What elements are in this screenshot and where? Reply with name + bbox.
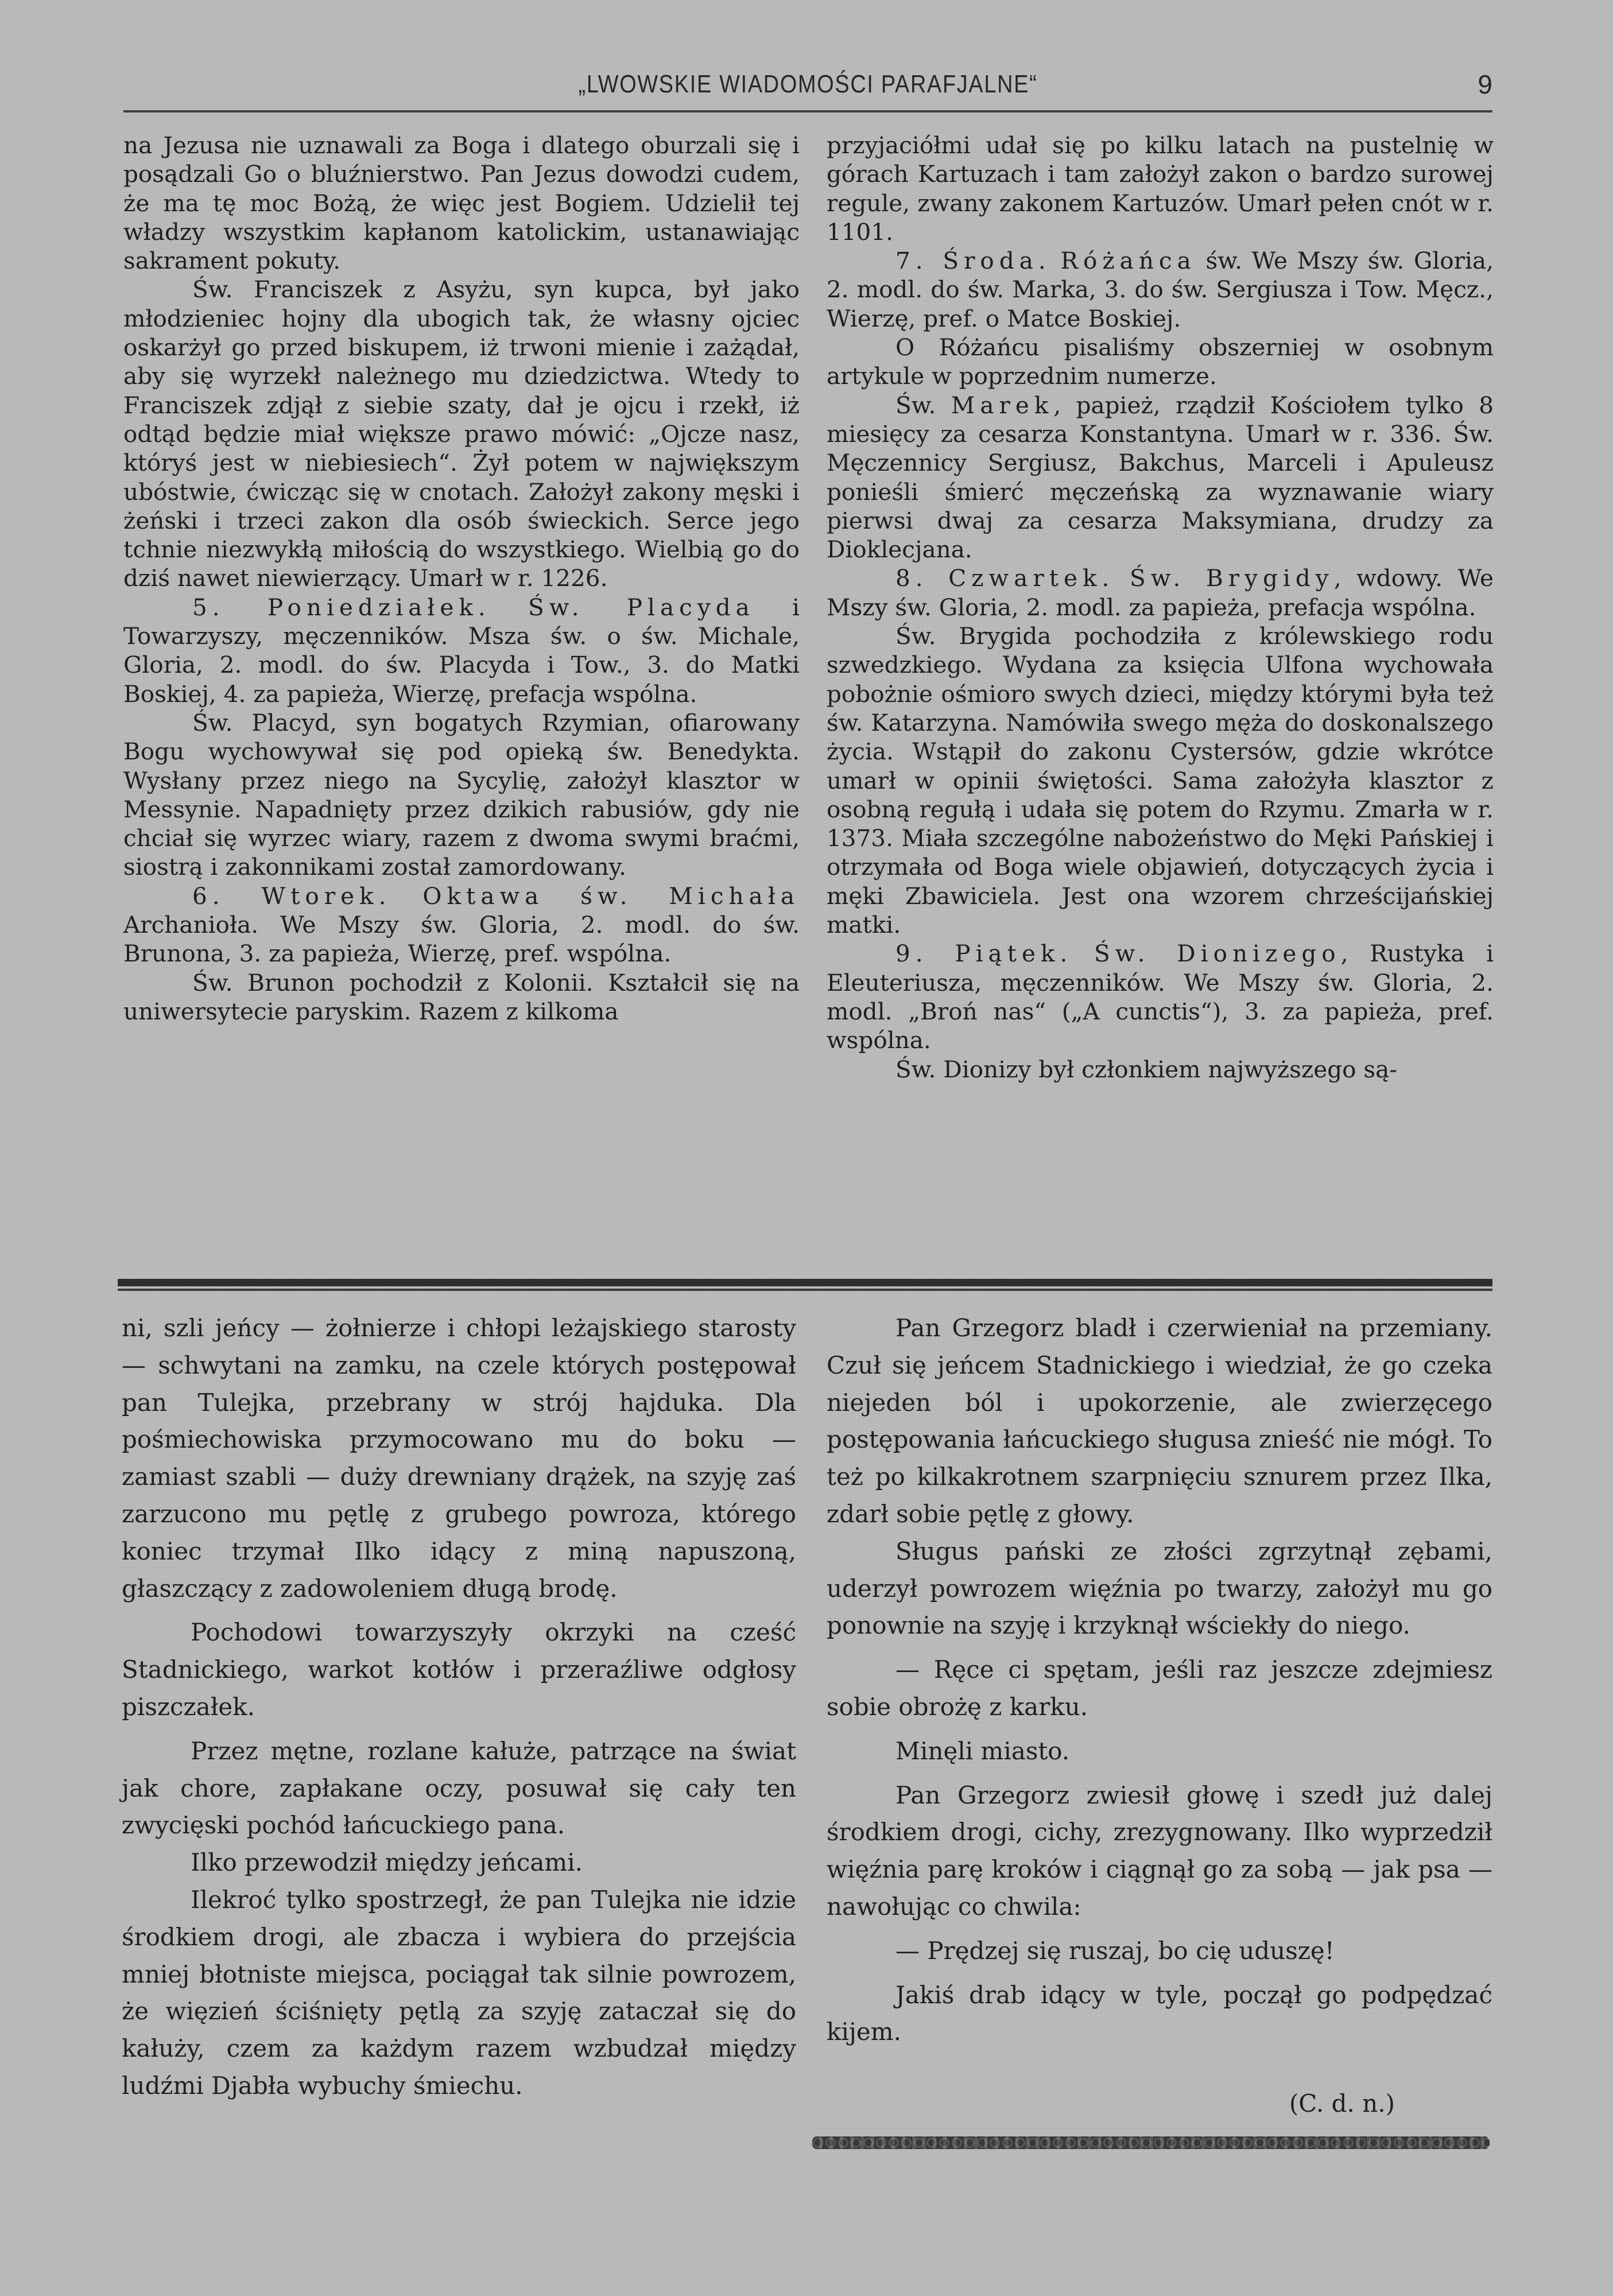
day-heading: 6. Wtorek.: [192, 882, 391, 910]
paragraph: ni, szli jeńcy — żołnierze i chłopi leżajskiego starosty — schwytani na zamku, na czele których postępował pan Tulejka, przebrany w strój hajduka. Dla pośmiechowiska przymocowano mu do boku — zamiast szabli — duży drewniany drążek, na szyję zaś zarzucono mu pętlę z grubego powroza, którego koniec trzymał Ilko idący z miną napuszoną, głaszczący z zadowoleniem długą brodę.: [122, 1314, 796, 1603]
feast-name: Różańca: [1060, 247, 1196, 275]
paragraph: przyjaciółmi udał się po kilku latach na pustelnię w górach Kartuzach i tam założył zakon o bardzo surowej regule, zwany zakonem Kartuzów. Umarł pełen cnót w r. 1101.: [827, 131, 1494, 246]
calendar-column-right: [827, 131, 1494, 1084]
feast-name: Marek: [951, 391, 1054, 419]
paragraph: Minęli miasto.: [895, 1736, 1070, 1765]
calendar-column-left: [123, 131, 800, 1026]
header-rule: [123, 110, 1492, 113]
story-column-right: [827, 1310, 1492, 2123]
feast-name: Oktawa św. Michała: [422, 882, 800, 910]
paragraph: Pan Grzegorz bladł i czerwieniał na przemiany. Czuł się jeńcem Stadnickiego i wiedział, że go czeka niejeden ból i upokorzenie, ale zwierzęcego postępowania łańcuckiego sługusa znieść nie mógł. To też po kilkakrotnem szarpnięciu sznurem przez Ilka, zdarł sobie pętlę z głowy.: [827, 1314, 1492, 1528]
day-heading: 9. Piątek.: [895, 940, 1073, 968]
entry-text: , wdowy. We Mszy św. Gloria, 2. modl. za papieża, prefacja wspólna.: [827, 564, 1494, 621]
paragraph: Ilekroć tylko spostrzegł, że pan Tulejka nie idzie środkiem drogi, ale zbacza i wybiera do przejścia mniej błotniste miejsca, pociągał tak silnie powrozem, że więzień ściśnięty pętlą za szyję zataczał się do kałuży, czem za każdym razem wzbudzał między ludźmi Djabła wybuchy śmiechu.: [122, 1885, 796, 2100]
story-column-left: [122, 1310, 796, 2105]
publication-title: „LWOWSKIE WIADOMOŚCI PARAFJALNE“: [578, 70, 1038, 98]
paragraph: Św. Placyd, syn bogatych Rzymian, ofiarowany Bogu wychowywał się pod opieką św. Benedykta. Wysłany przez niego na Sycylię, założył klasztor w Messynie. Napadnięty przez dzikich rabusiów, gdy nie chciał się wyrzec wiary, razem z dwoma swymi braćmi, siostrą i zakonnikami został zamordowany.: [123, 708, 800, 881]
paragraph: Św. Brygida pochodziła z królewskiego rodu szwedzkiego. Wydana za księcia Ulfona wychowała pobożnie ośmioro swych dzieci, między którymi była też św. Katarzyna. Namówiła swego męża do doskonalszego życia. Wstąpił do zakonu Cystersów, gdzie wkrótce umarł w opinii świętości. Sama założyła klasztor z osobną regułą i udała się potem do Rzymu. Zmarła w r. 1373. Miała szczególne nabożeństwo do Męki Pańskiej i otrzymała od Boga wiele objawień, dotyczących życia i męki Zbawiciela. Jest ona wzorem chrześcijańskiej matki.: [827, 622, 1494, 939]
entry-text: Archanioła. We Mszy św. Gloria, 2. modl. do św. Brunona, 3. za papieża, Wierzę, pref. wspólna.: [123, 911, 800, 968]
ornamental-rule: [812, 2136, 1490, 2149]
entry-text: św. We Mszy św. Gloria, 2. modl. do św. Marka, 3. do św. Sergiusza i Tow. Męcz., Wierzę, pref. o Matce Boskiej.: [827, 247, 1494, 332]
feast-name: Św. Placyda: [528, 593, 755, 621]
calendar-entry-day-5: [123, 593, 800, 708]
paragraph: na Jezusa nie uznawali za Boga i dlatego oburzali się i posądzali Go o bluźnierstwo. Pan Jezus dowodzi cudem, że ma tę moc Bożą, że więc jest Bogiem. Udzielił tej władzy wszystkim kapłanom katolickim, ustanawiając sakrament pokuty.: [123, 131, 800, 275]
paragraph: Ilko przewodził między jeńcami.: [191, 1848, 583, 1877]
paragraph: Św. Dionizy był członkiem najwyższego są-: [895, 1055, 1398, 1083]
entry-text: , papież, rządził Kościołem tylko 8 miesięcy za cesarza Konstantyna. Umarł w r. 336. Św. Męczennicy Sergiusz, Bakchus, Marceli i Apuleusz ponieśli śmierć męczeńską za wyznawanie wiary pierwsi dwaj za cesarza Maksymiana, drudzy za Dioklecjana.: [827, 391, 1494, 564]
calendar-entry-day-9: [827, 939, 1494, 1054]
day-heading: 8. Czwartek.: [895, 564, 1115, 592]
calendar-entry-day-7: [827, 246, 1494, 333]
feast-name: Św. Dionizego: [1094, 940, 1341, 968]
paragraph: Przez mętne, rozlane kałuże, patrzące na świat jak chore, zapłakane oczy, posuwał się cały ten zwycięski pochód łańcuckiego pana.: [122, 1736, 796, 1840]
paragraph: Św. Brunon pochodził z Kolonii. Kształcił się na uniwersytecie paryskim. Razem z kilkoma: [123, 968, 800, 1025]
lead: Św.: [895, 391, 951, 419]
page-number: 9: [1478, 69, 1492, 99]
entry-text: i Towarzyszy, męczenników. Msza św. o św. Michale, Gloria, 2. modl. do św. Placyda i Tow., 3. do Matki Boskiej, 4. za papieża, Wierzę, prefacja wspólna.: [123, 593, 800, 708]
day-heading: 5. Poniedziałek.: [192, 593, 491, 621]
continuation-note: (C. d. n.): [1289, 2089, 1395, 2118]
section-divider-thin: [118, 1289, 1492, 1291]
dialogue-line: — Ręce ci spętam, jeśli raz jeszcze zdejmiesz sobie obrożę z karku.: [827, 1655, 1492, 1721]
day-heading: 7. Środa.: [895, 247, 1051, 275]
page-header: [123, 68, 1492, 102]
calendar-entry-day-6: [123, 882, 800, 968]
paragraph: Jakiś drab idący w tyle, począł go podpędzać kijem.: [827, 1980, 1492, 2046]
paragraph: Pochodowi towarzyszyły okrzyki na cześć Stadnickiego, warkot kotłów i przeraźliwe odgłosy piszczałek.: [122, 1618, 796, 1721]
dialogue-line: — Prędzej się ruszaj, bo cię uduszę!: [895, 1936, 1335, 1965]
section-divider: [118, 1279, 1492, 1286]
paragraph: Sługus pański ze złości zgrzytnął zębami, uderzył powrozem więźnia po twarzy, założył mu go ponownie na szyję i krzyknął wściekły do niego.: [827, 1537, 1492, 1640]
paragraph: Pan Grzegorz zwiesił głowę i szedł już dalej środkiem drogi, cichy, zrezygnowany. Ilko wyprzedził więźnia parę kroków i ciągnął go za sobą — jak psa — nawołując co chwila:: [827, 1781, 1492, 1921]
feast-name: Św. Brygidy: [1129, 564, 1334, 592]
calendar-entry-day-8: [827, 564, 1494, 622]
paragraph: O Różańcu pisaliśmy obszerniej w osobnym artykule w poprzednim numerze.: [827, 333, 1494, 390]
entry-text: , Rustyka i Eleuteriusza, męczenników. We Mszy św. Gloria, 2. modl. „Broń nas“ („A cunctis“), 3. za papieża, pref. wspólna.: [827, 940, 1494, 1054]
paragraph: Św. Franciszek z Asyżu, syn kupca, był jako młodzieniec hojny dla ubogich tak, że własny ojciec oskarżył go przed biskupem, iż trwoni mienie i zażądał, aby się wyrzekł należnego mu dziedzictwa. Wtedy to Franciszek zdjął z siebie szaty, dał je ojcu i rzekł, iż odtąd będzie miał większe prawo mówić: „Ojcze nasz, któryś jest w niebiesiech“. Żył potem w największym ubóstwie, ćwicząc się w cnotach. Założył zakony męski i żeński i trzeci zakon dla osób świeckich. Serce jego tchnie niezwykłą miłością do wszystkiego. Wielbią go do dziś nawet niewierzący. Umarł w r. 1226.: [123, 276, 800, 592]
saint-note: [827, 391, 1494, 564]
